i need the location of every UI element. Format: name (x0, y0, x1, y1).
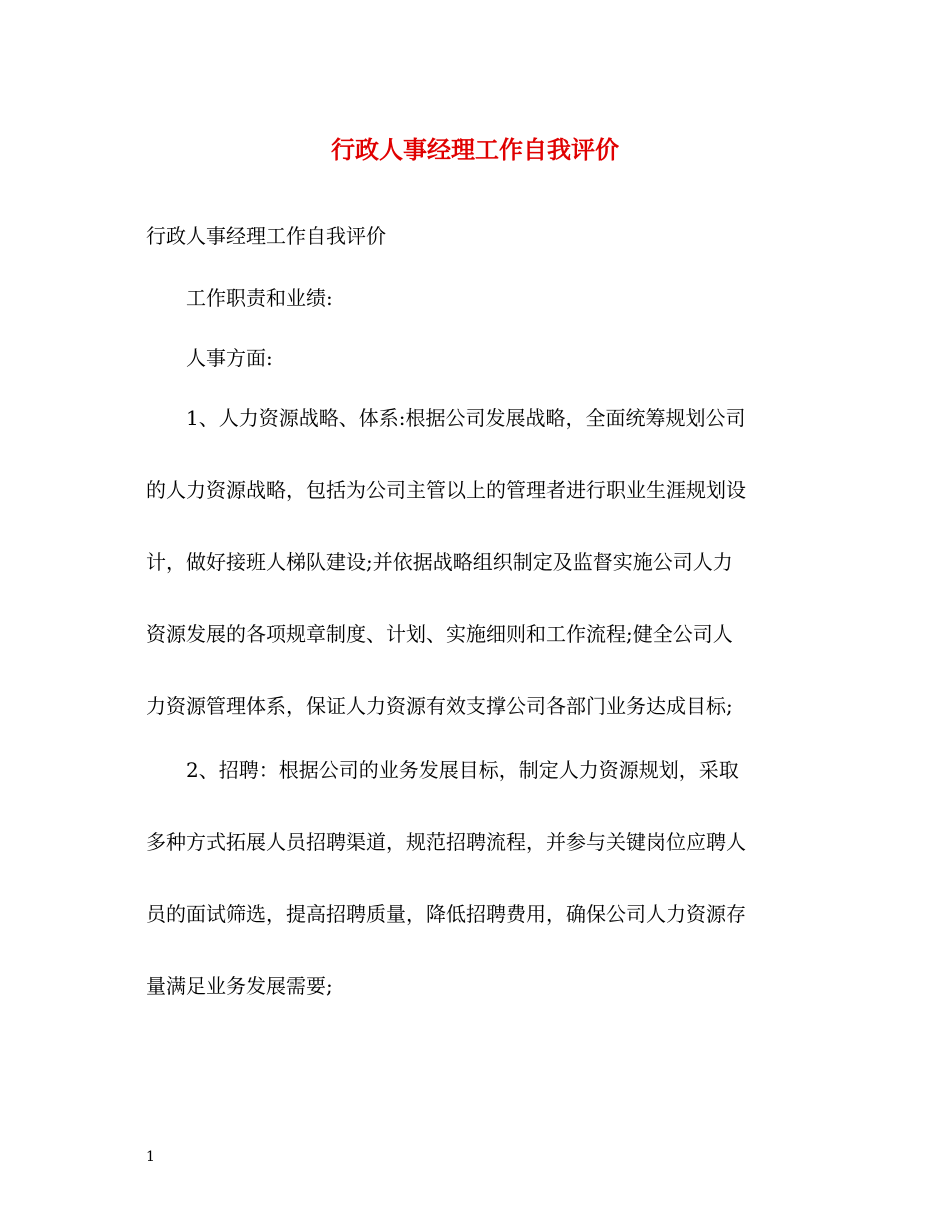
paragraph-line: 资源发展的各项规章制度、计划、实施细则和工作流程;健全公司人 (146, 622, 733, 646)
paragraph-line: 多种方式拓展人员招聘渠道，规范招聘流程，并参与关键岗位应聘人 (146, 830, 746, 854)
document-subtitle: 行政人事经理工作自我评价 (146, 224, 386, 248)
paragraph-line: 员的面试筛选，提高招聘质量，降低招聘费用，确保公司人力资源存 (146, 902, 746, 926)
page-number: 1 (146, 1149, 155, 1165)
section-heading-hr: 人事方面: (186, 346, 273, 370)
document-title: 行政人事经理工作自我评价 (331, 135, 619, 164)
paragraph-line: 的人力资源战略，包括为公司主管以上的管理者进行职业生涯规划设 (146, 478, 746, 502)
paragraph-line: 计，做好接班人梯队建设;并依据战略组织制定及监督实施公司人力 (146, 550, 733, 574)
paragraph-line: 1、人力资源战略、体系:根据公司发展战略，全面统筹规划公司 (186, 406, 746, 430)
paragraph-line: 力资源管理体系，保证人力资源有效支撑公司各部门业务达成目标; (146, 694, 733, 718)
section-heading-duties: 工作职责和业绩: (186, 286, 333, 310)
paragraph-line: 2、招聘：根据公司的业务发展目标，制定人力资源规划，采取 (186, 758, 739, 782)
paragraph-line: 量满足业务发展需要; (146, 974, 333, 998)
